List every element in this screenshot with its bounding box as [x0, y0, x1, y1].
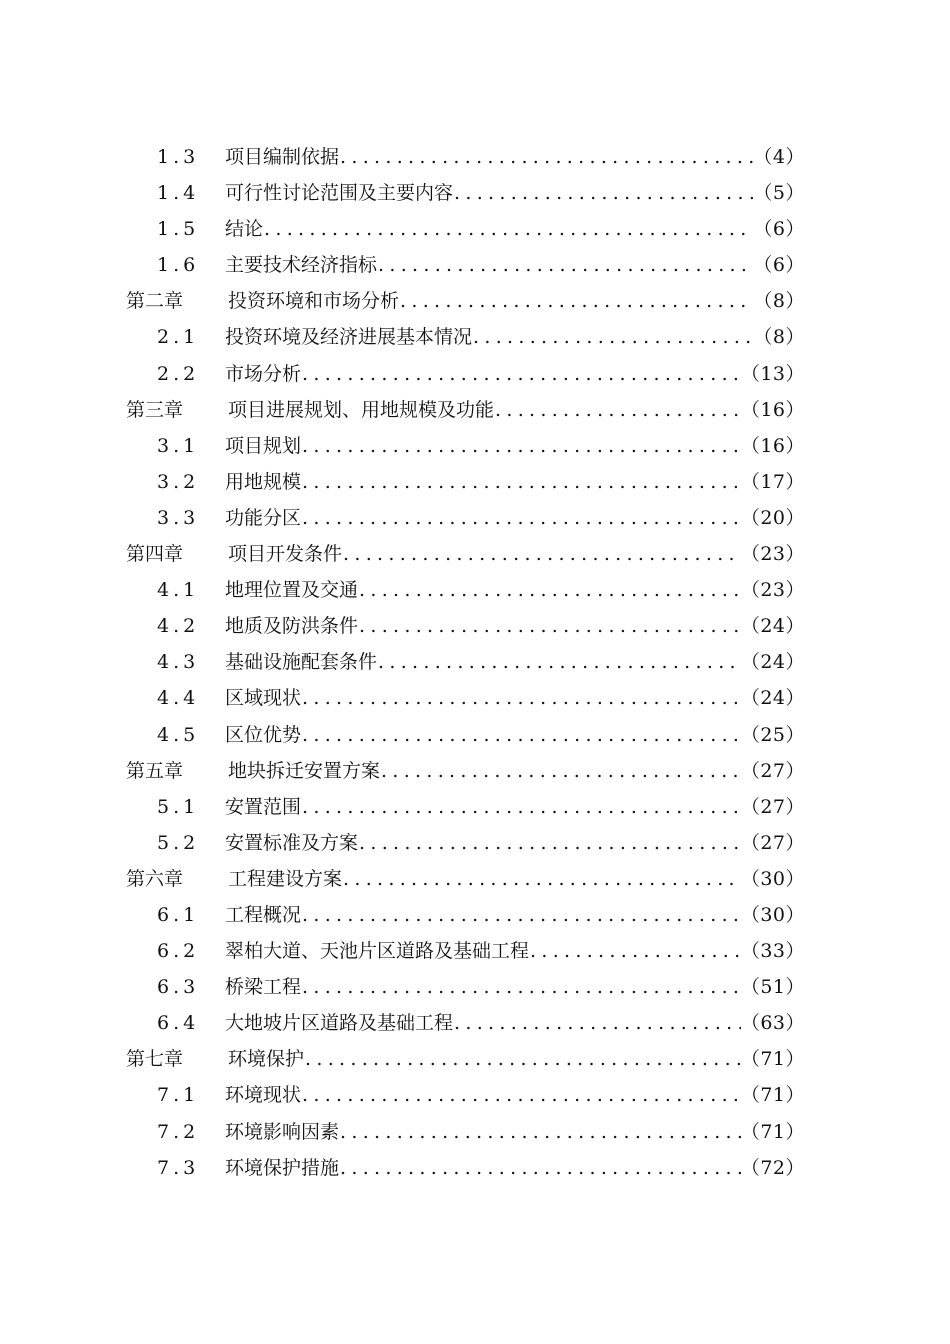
- toc-entry-page: （27）: [740, 831, 805, 854]
- toc-chapter-number: 第五章: [126, 759, 184, 782]
- toc-dot-leader: [301, 717, 741, 753]
- toc-entry-page: （71）: [740, 1120, 805, 1143]
- toc-entry[interactable]: [0, 572, 950, 608]
- toc-entry-number: 1.6: [157, 254, 200, 277]
- toc-chapter-title: 项目开发条件: [228, 543, 343, 566]
- toc-dot-leader: [263, 211, 753, 247]
- toc-dot-leader: [301, 500, 741, 536]
- toc-dot-leader: [377, 644, 741, 680]
- toc-chapter-title: 项目进展规划、用地规模及功能: [228, 398, 495, 421]
- toc-entry-page: （4）: [753, 146, 805, 168]
- toc-entry-page: （8）: [753, 290, 805, 313]
- toc-dot-leader: [301, 789, 741, 825]
- toc-chapter-number: 第三章: [126, 398, 184, 421]
- toc-entry[interactable]: [0, 680, 950, 716]
- toc-entry-page: （13）: [740, 362, 805, 385]
- toc-chapter-title: 环境保护: [228, 1048, 305, 1071]
- toc-entry-title: 可行性讨论范围及主要内容: [225, 182, 454, 205]
- toc-chapter-entry[interactable]: [0, 753, 950, 789]
- toc-entry-title: 投资环境及经济进展基本情况: [225, 326, 473, 349]
- toc-entry-number: 2.2: [157, 362, 200, 385]
- toc-entry-title: 市场分析: [225, 362, 302, 385]
- toc-entry-page: （30）: [740, 867, 805, 890]
- toc-chapter-entry[interactable]: [0, 536, 950, 572]
- toc-dot-leader: [301, 428, 741, 464]
- toc-chapter-number: 第六章: [126, 867, 184, 890]
- toc-chapter-entry[interactable]: [0, 861, 950, 897]
- toc-entry[interactable]: [0, 969, 950, 1005]
- toc-entry-number: 4.4: [157, 687, 200, 710]
- toc-dot-leader: [342, 861, 741, 897]
- toc-dot-leader: [529, 933, 741, 969]
- toc-dot-leader: [358, 572, 741, 608]
- toc-entry-page: （30）: [740, 903, 805, 926]
- toc-entry[interactable]: [0, 356, 950, 392]
- toc-entry[interactable]: [0, 211, 950, 247]
- toc-entry-title: 安置标准及方案: [225, 831, 359, 854]
- toc-chapter-title: 工程建设方案: [228, 867, 343, 890]
- toc-chapter-entry[interactable]: [0, 283, 950, 319]
- toc-entry-page: （8）: [753, 326, 805, 349]
- toc-entry[interactable]: [0, 1077, 950, 1113]
- toc-entry-number: 4.5: [157, 723, 200, 746]
- toc-entry-title: 翠柏大道、天池片区道路及基础工程: [225, 940, 530, 963]
- toc-entry-number: 6.4: [157, 1012, 200, 1035]
- toc-entry-page: （71）: [740, 1048, 805, 1071]
- toc-entry[interactable]: [0, 644, 950, 680]
- toc-dot-leader: [494, 392, 741, 428]
- toc-chapter-number: 第七章: [126, 1048, 184, 1071]
- toc-entry-number: 3.1: [157, 434, 200, 457]
- toc-entry[interactable]: [0, 789, 950, 825]
- toc-dot-leader: [380, 753, 741, 789]
- toc-entry-number: 1.4: [157, 182, 200, 205]
- toc-entry-title: 工程概况: [225, 903, 302, 926]
- toc-entry[interactable]: [0, 1005, 950, 1041]
- toc-chapter-entry[interactable]: [0, 1041, 950, 1077]
- toc-dot-leader: [301, 969, 741, 1005]
- toc-entry-page: （25）: [740, 723, 805, 746]
- toc-entry[interactable]: [0, 608, 950, 644]
- toc-entry-title: 区域现状: [225, 687, 302, 710]
- toc-entry-number: 1.5: [157, 218, 200, 241]
- toc-dot-leader: [301, 897, 741, 933]
- toc-dot-leader: [301, 1077, 741, 1113]
- toc-entry-page: （72）: [740, 1156, 805, 1179]
- toc-entry-number: 5.1: [157, 795, 200, 818]
- toc-entry-page: （33）: [740, 940, 805, 963]
- toc-entry-number: 5.2: [157, 831, 200, 854]
- toc-entry-number: 6.2: [157, 940, 200, 963]
- toc-entry-number: 7.3: [157, 1156, 200, 1179]
- toc-entry[interactable]: [0, 1114, 950, 1150]
- table-of-contents: [0, 139, 950, 1186]
- toc-entry-number: 7.1: [157, 1084, 200, 1107]
- toc-entry-title: 结论: [225, 218, 264, 241]
- toc-entry-page: （27）: [740, 795, 805, 818]
- toc-entry-title: 环境现状: [225, 1084, 302, 1107]
- toc-entry-title: 基础设施配套条件: [225, 651, 378, 674]
- toc-entry-number: 4.3: [157, 651, 200, 674]
- toc-dot-leader: [304, 1041, 741, 1077]
- toc-entry-page: （16）: [740, 434, 805, 457]
- toc-dot-leader: [339, 139, 753, 175]
- toc-chapter-number: 第二章: [126, 290, 184, 313]
- toc-dot-leader: [358, 825, 741, 861]
- toc-entry-title: 地理位置及交通: [225, 579, 359, 602]
- toc-entry-page: （6）: [753, 218, 805, 241]
- toc-dot-leader: [301, 464, 741, 500]
- toc-dot-leader: [453, 175, 753, 211]
- toc-dot-leader: [472, 319, 753, 355]
- toc-chapter-title: 地块拆迁安置方案: [228, 759, 381, 782]
- toc-entry-title: 主要技术经济指标: [225, 254, 378, 277]
- toc-entry-page: （5）: [753, 182, 805, 205]
- toc-entry-page: （24）: [740, 651, 805, 674]
- toc-entry-page: （27）: [740, 759, 805, 782]
- toc-dot-leader: [342, 536, 741, 572]
- toc-entry-number: 2.1: [157, 326, 200, 349]
- toc-entry-number: 1.3: [157, 146, 200, 168]
- toc-entry[interactable]: [0, 464, 950, 500]
- toc-entry[interactable]: [0, 1150, 950, 1186]
- toc-entry-page: （23）: [740, 543, 805, 566]
- toc-entry[interactable]: [0, 500, 950, 536]
- toc-entry-title: 功能分区: [225, 506, 302, 529]
- toc-entry-number: 4.1: [157, 579, 200, 602]
- toc-entry[interactable]: [0, 825, 950, 861]
- toc-entry-title: 项目编制依据: [225, 146, 340, 168]
- toc-entry[interactable]: [0, 175, 950, 211]
- toc-dot-leader: [339, 1150, 741, 1186]
- toc-dot-leader: [301, 356, 741, 392]
- toc-entry-page: （24）: [740, 615, 805, 638]
- toc-entry-page: （6）: [753, 254, 805, 277]
- toc-entry-page: （20）: [740, 506, 805, 529]
- toc-entry-number: 6.3: [157, 976, 200, 999]
- toc-dot-leader: [339, 1114, 741, 1150]
- toc-chapter-entry[interactable]: [0, 392, 950, 428]
- toc-entry[interactable]: [0, 933, 950, 969]
- toc-entry-title: 用地规模: [225, 470, 302, 493]
- toc-dot-leader: [301, 680, 741, 716]
- toc-dot-leader: [399, 283, 753, 319]
- toc-entry-title: 桥梁工程: [225, 976, 302, 999]
- toc-entry-number: 3.3: [157, 506, 200, 529]
- toc-entry-number: 4.2: [157, 615, 200, 638]
- toc-entry-title: 环境保护措施: [225, 1156, 340, 1179]
- toc-entry-title: 安置范围: [225, 795, 302, 818]
- toc-entry[interactable]: [0, 319, 950, 355]
- toc-entry-title: 项目规划: [225, 434, 302, 457]
- toc-entry-page: （24）: [740, 687, 805, 710]
- toc-entry-page: （17）: [740, 470, 805, 493]
- toc-entry[interactable]: [0, 247, 950, 283]
- toc-entry-number: 3.2: [157, 470, 200, 493]
- toc-dot-leader: [377, 247, 753, 283]
- toc-chapter-number: 第四章: [126, 543, 184, 566]
- toc-entry-page: （71）: [740, 1084, 805, 1107]
- toc-entry-title: 环境影响因素: [225, 1120, 340, 1143]
- toc-entry-number: 7.2: [157, 1120, 200, 1143]
- toc-entry[interactable]: [0, 139, 950, 175]
- toc-chapter-title: 投资环境和市场分析: [228, 290, 400, 313]
- toc-dot-leader: [358, 608, 741, 644]
- toc-entry-number: 6.1: [157, 903, 200, 926]
- toc-entry-title: 区位优势: [225, 723, 302, 746]
- toc-entry-title: 地质及防洪条件: [225, 615, 359, 638]
- toc-entry-page: （16）: [740, 398, 805, 421]
- toc-entry[interactable]: [0, 717, 950, 753]
- toc-entry-page: （63）: [740, 1012, 805, 1035]
- toc-entry-page: （23）: [740, 579, 805, 602]
- toc-entry-title: 大地坡片区道路及基础工程: [225, 1012, 454, 1035]
- toc-entry-page: （51）: [740, 976, 805, 999]
- toc-entry[interactable]: [0, 897, 950, 933]
- toc-entry[interactable]: [0, 428, 950, 464]
- toc-dot-leader: [453, 1005, 741, 1041]
